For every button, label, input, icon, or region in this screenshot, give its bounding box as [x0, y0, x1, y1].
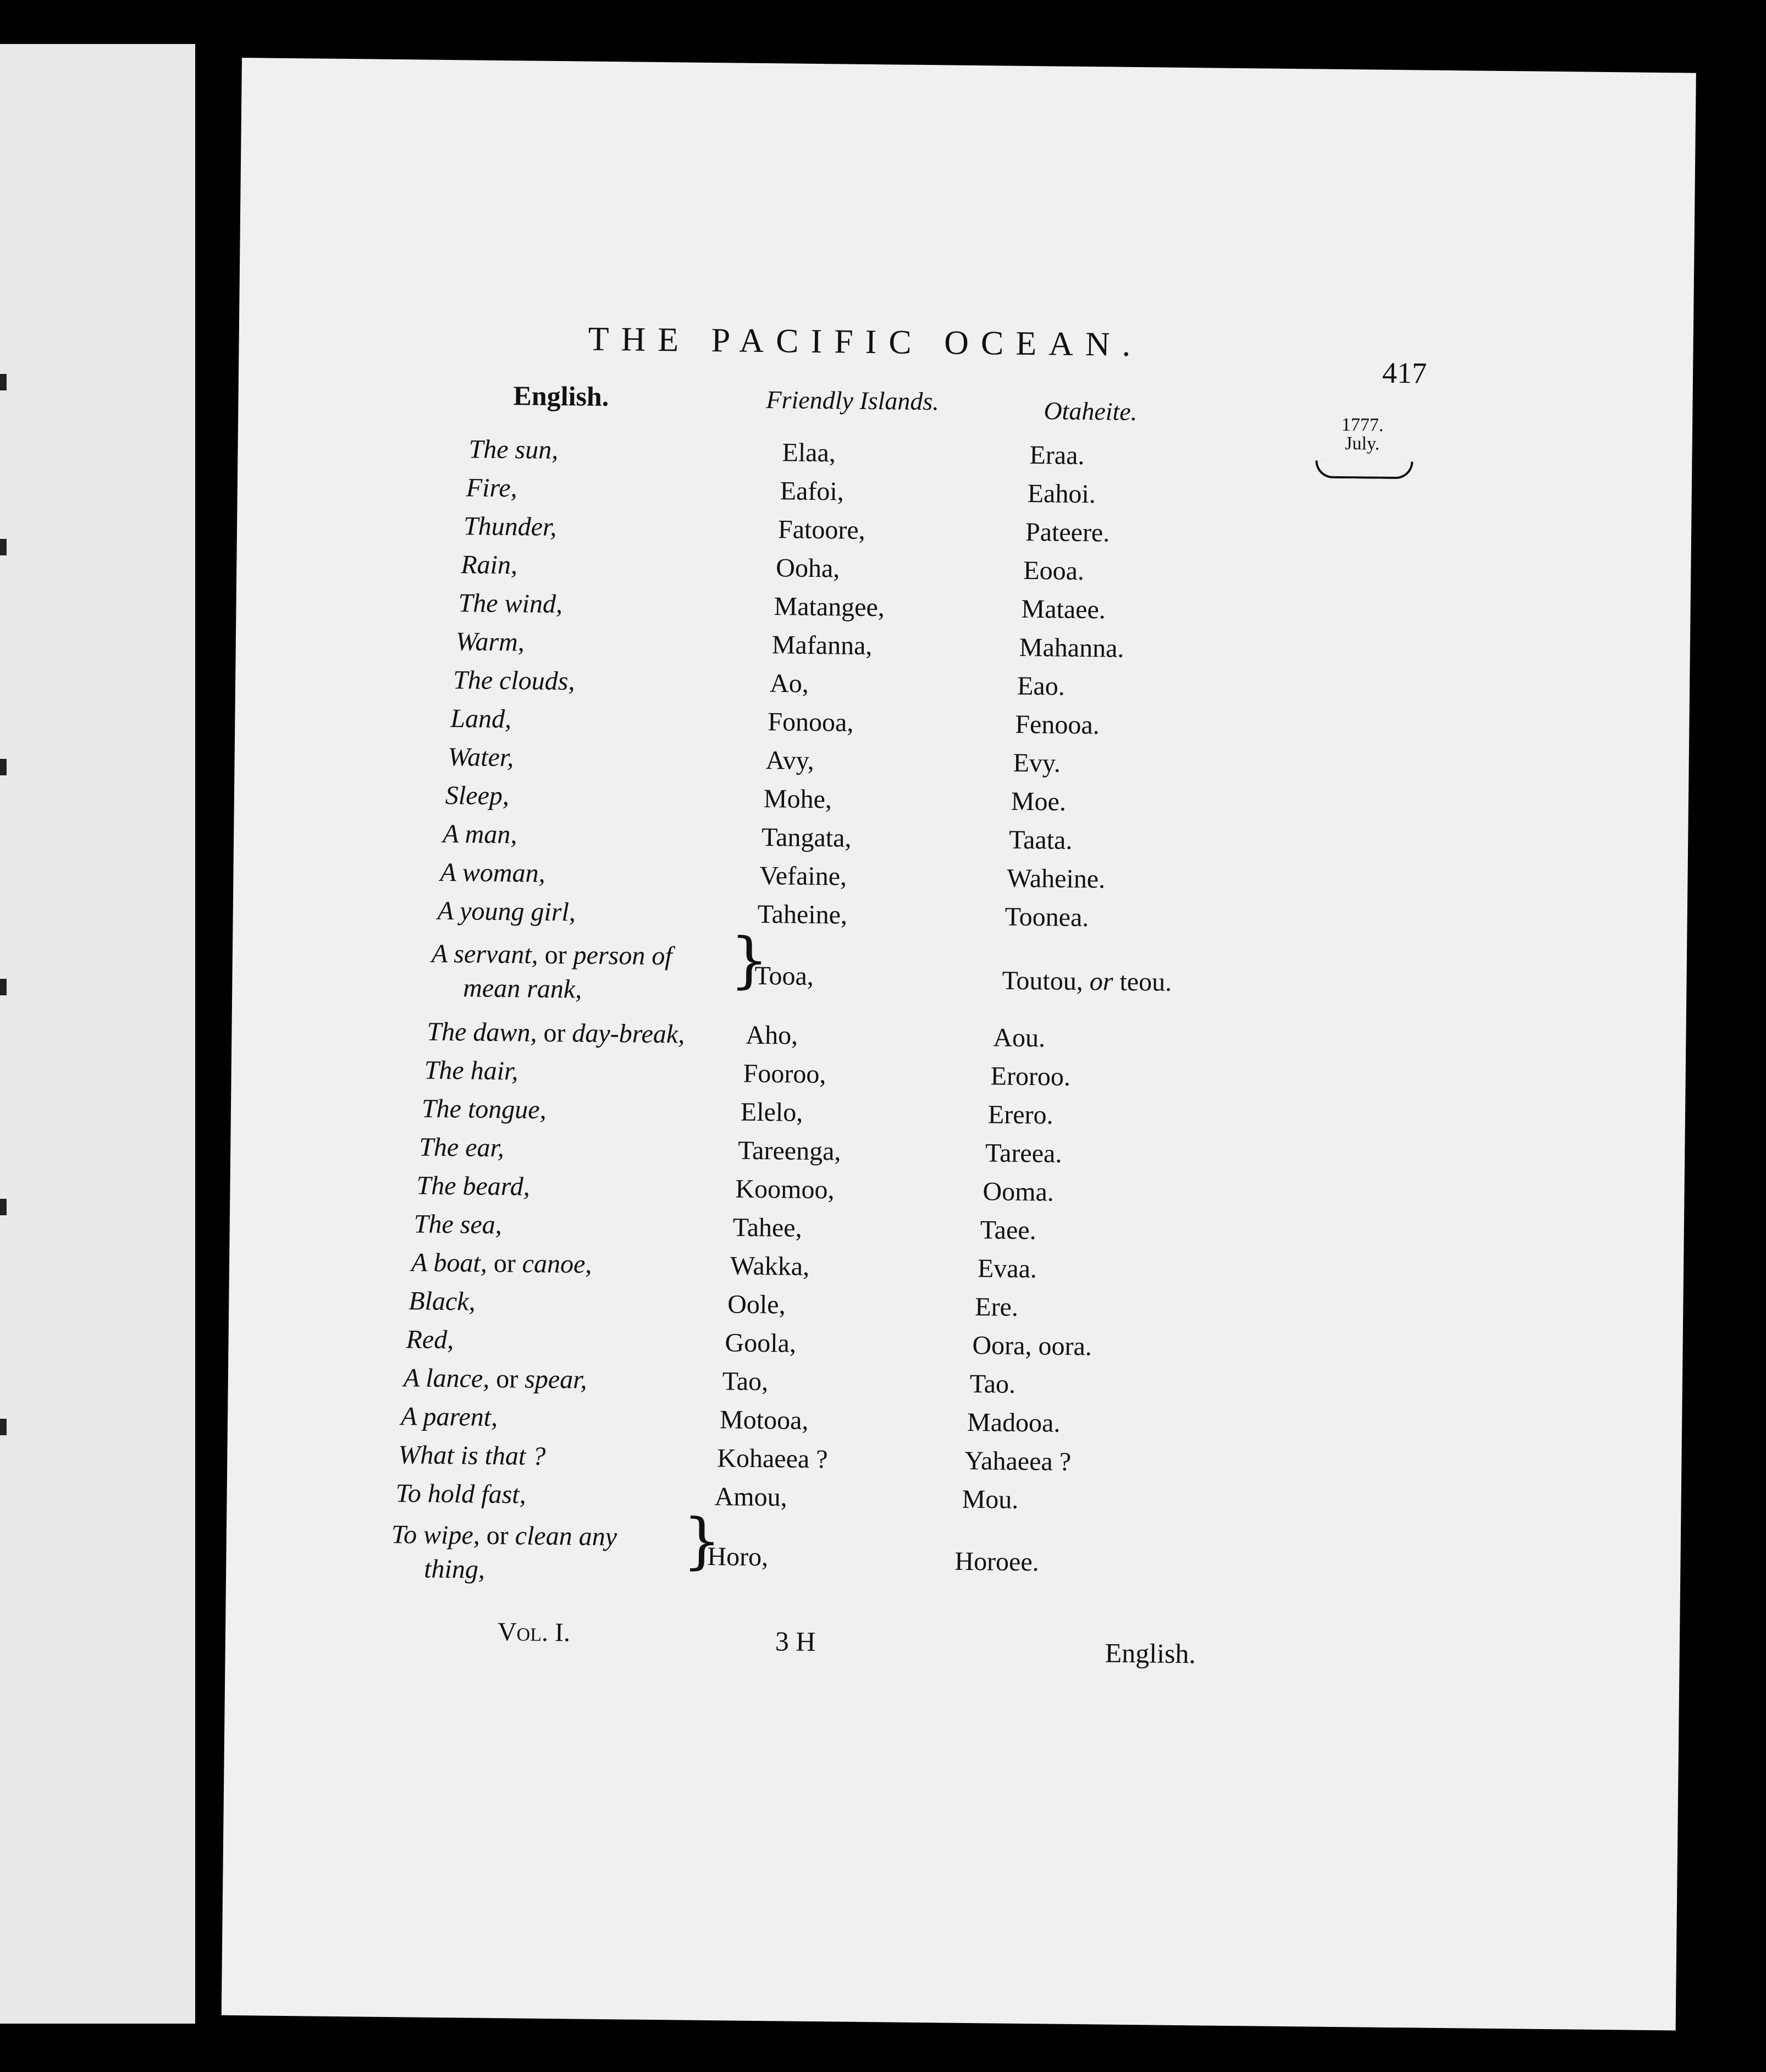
otaheite-word: Pateere. [1025, 517, 1110, 548]
connector-or: or [495, 1364, 518, 1394]
english-word-part: The ear, [418, 1132, 505, 1163]
english-word [398, 1440, 546, 1472]
facing-page-text-fragment [0, 979, 7, 995]
otaheite-word: Mou. [962, 1484, 1019, 1514]
connector-or: or [544, 940, 567, 970]
english-word-part: day-break, [572, 1018, 685, 1049]
otaheite-word: Erero. [987, 1100, 1053, 1130]
facing-page-text-fragment [0, 374, 7, 390]
friendly-islands-word: Fatoore, [777, 515, 865, 545]
english-word: Water, [448, 742, 514, 773]
margin-date-brace [1315, 460, 1413, 479]
friendly-islands-word: Elaa, [782, 438, 836, 468]
english-word: Thunder, [463, 511, 557, 542]
friendly-islands-word: Wakka, [730, 1251, 810, 1281]
english-word-part: spear, [524, 1364, 587, 1395]
english-word [414, 1209, 503, 1240]
otaheite-word: Toonea. [1005, 902, 1089, 933]
otaheite-word-part: teou. [1119, 967, 1172, 997]
english-word [432, 939, 672, 972]
otaheite-word: Mataee. [1021, 594, 1106, 625]
friendly-islands-word: Mohe, [763, 784, 832, 814]
friendly-islands-word: Mafanna, [771, 630, 873, 661]
otaheite-word: Evaa. [977, 1254, 1037, 1284]
english-word-part: canoe, [522, 1249, 592, 1279]
column-header-english: English. [513, 380, 609, 412]
facing-page-text-fragment [0, 759, 7, 775]
english-word [419, 1132, 504, 1163]
english-word-part: What is that ? [398, 1440, 546, 1471]
facing-page-text-fragment [0, 1199, 7, 1215]
english-word [409, 1286, 476, 1316]
english-word-part: A boat, [411, 1248, 488, 1278]
otaheite-word: Eooa. [1023, 555, 1085, 586]
friendly-islands-word: Tahee, [732, 1213, 802, 1243]
otaheite-word-part: Toutou, [1002, 966, 1084, 996]
friendly-islands-word: Tangata, [761, 822, 852, 853]
english-word-part: The tongue, [421, 1094, 547, 1125]
friendly-islands-word: Oole, [727, 1290, 786, 1320]
english-word-part: A lance, [403, 1363, 490, 1393]
friendly-islands-word: Tao, [722, 1366, 769, 1397]
english-word: Land, [450, 704, 512, 734]
facing-page-edge [0, 44, 195, 2024]
otaheite-word: Eao. [1017, 671, 1066, 701]
signature-mark: 3 H [775, 1625, 816, 1657]
friendly-islands-word: Koomoo, [735, 1174, 835, 1205]
english-word-part: The dawn, [427, 1017, 537, 1048]
english-word-part: To wipe, [391, 1519, 481, 1550]
english-word: Rain, [461, 550, 518, 580]
english-word: Sleep, [445, 780, 510, 811]
friendly-islands-word: Vefaine, [759, 861, 847, 891]
english-word-part: The hair, [424, 1055, 518, 1086]
english-word [422, 1094, 547, 1125]
volume-number: Vol. I. [497, 1617, 571, 1647]
otaheite-word: Aou. [993, 1023, 1046, 1053]
brace: } [730, 924, 769, 996]
otaheite-word: Taata. [1008, 825, 1073, 855]
connector-or: or [486, 1520, 509, 1551]
english-word [406, 1324, 454, 1355]
connector-or: or [1089, 967, 1113, 996]
english-word [427, 1017, 685, 1050]
friendly-islands-word: Ao, [769, 669, 809, 698]
friendly-islands-word: Ooha, [776, 553, 840, 583]
english-word-part: Red, [406, 1325, 454, 1355]
margin-month: July. [1345, 433, 1380, 454]
connector-or: or [543, 1018, 566, 1048]
friendly-islands-word: Tareenga, [737, 1136, 841, 1166]
friendly-islands-word: Taheine, [757, 899, 848, 930]
english-word-continuation: thing, [423, 1554, 485, 1584]
friendly-islands-word: Eafoi, [780, 476, 845, 506]
otaheite-word: Moe. [1011, 786, 1067, 817]
otaheite-word: Taee. [980, 1215, 1036, 1246]
column-header-friendly-islands: Friendly Islands. [766, 385, 940, 416]
connector-or: or [493, 1248, 516, 1279]
friendly-islands-word: Tooa, [754, 961, 814, 991]
english-word [404, 1363, 587, 1395]
otaheite-word: Eahoi. [1027, 479, 1096, 509]
friendly-islands-word: Elelo, [740, 1097, 803, 1127]
running-head: THE PACIFIC OCEAN. [588, 320, 1143, 364]
otaheite-word: Mahanna. [1019, 632, 1124, 663]
catchword: English. [1105, 1637, 1196, 1669]
brace: } [682, 1505, 722, 1577]
english-word [395, 1478, 526, 1509]
english-word: The wind, [458, 588, 563, 619]
english-word-part: A parent, [400, 1402, 498, 1432]
column-header-otaheite: Otaheite. [1044, 396, 1138, 426]
english-word: A young girl, [437, 896, 576, 927]
otaheite-word: Eraa. [1029, 440, 1085, 471]
friendly-islands-word: Kohaeea ? [717, 1443, 828, 1474]
book-page [222, 58, 1696, 2031]
facing-page-text-fragment [0, 1419, 7, 1435]
english-word: A woman, [440, 857, 545, 888]
english-word [424, 1055, 518, 1087]
english-word-part: The sea, [413, 1209, 503, 1240]
otaheite-word: Horoee. [954, 1546, 1039, 1577]
otaheite-word: Waheine. [1007, 863, 1106, 894]
friendly-islands-word: Avy, [765, 746, 814, 775]
friendly-islands-word: Fooroo, [743, 1059, 826, 1089]
english-word [391, 1519, 617, 1552]
otaheite-word: Tareea. [985, 1138, 1062, 1169]
otaheite-word: Evy. [1013, 748, 1061, 778]
otaheite-word: Fenooa. [1015, 709, 1100, 740]
otaheite-word [1002, 966, 1172, 998]
facing-page-text-fragment [0, 539, 7, 555]
otaheite-word: Tao. [969, 1369, 1016, 1399]
english-word [411, 1247, 592, 1279]
otaheite-word: Eroroo. [990, 1061, 1071, 1092]
page-number: 417 [1382, 356, 1427, 390]
otaheite-word: Yahaeea ? [964, 1446, 1072, 1476]
english-word: The clouds, [452, 665, 575, 696]
english-word-part: person of [573, 940, 672, 971]
otaheite-word: Oora, oora. [972, 1331, 1092, 1362]
friendly-islands-word: Motooa, [719, 1405, 809, 1435]
otaheite-word: Ooma. [983, 1177, 1055, 1207]
otaheite-word: Madooa. [967, 1407, 1061, 1438]
english-word: The sun, [468, 434, 559, 465]
friendly-islands-word: Fonooa, [768, 707, 854, 737]
english-word-part: clean any [515, 1521, 617, 1552]
english-word: Warm, [455, 627, 525, 657]
friendly-islands-word: Aho, [746, 1020, 798, 1050]
friendly-islands-word: Amou, [714, 1482, 787, 1512]
english-word [416, 1170, 530, 1202]
english-word-part: A servant, [431, 939, 538, 969]
otaheite-word: Ere. [975, 1292, 1019, 1322]
english-word-continuation: mean rank, [463, 973, 582, 1004]
margin-year: 1777. [1341, 414, 1384, 436]
english-word-part: To hold fast, [395, 1479, 526, 1509]
friendly-islands-word: Goola, [725, 1328, 797, 1358]
english-word-part: Black, [409, 1286, 476, 1316]
friendly-islands-word: Matangee, [774, 592, 885, 622]
english-word-part: The beard, [416, 1171, 531, 1202]
english-word: Fire, [466, 473, 517, 503]
english-word: A man, [442, 819, 517, 850]
friendly-islands-word: Horo, [707, 1542, 769, 1572]
english-word [401, 1401, 498, 1432]
